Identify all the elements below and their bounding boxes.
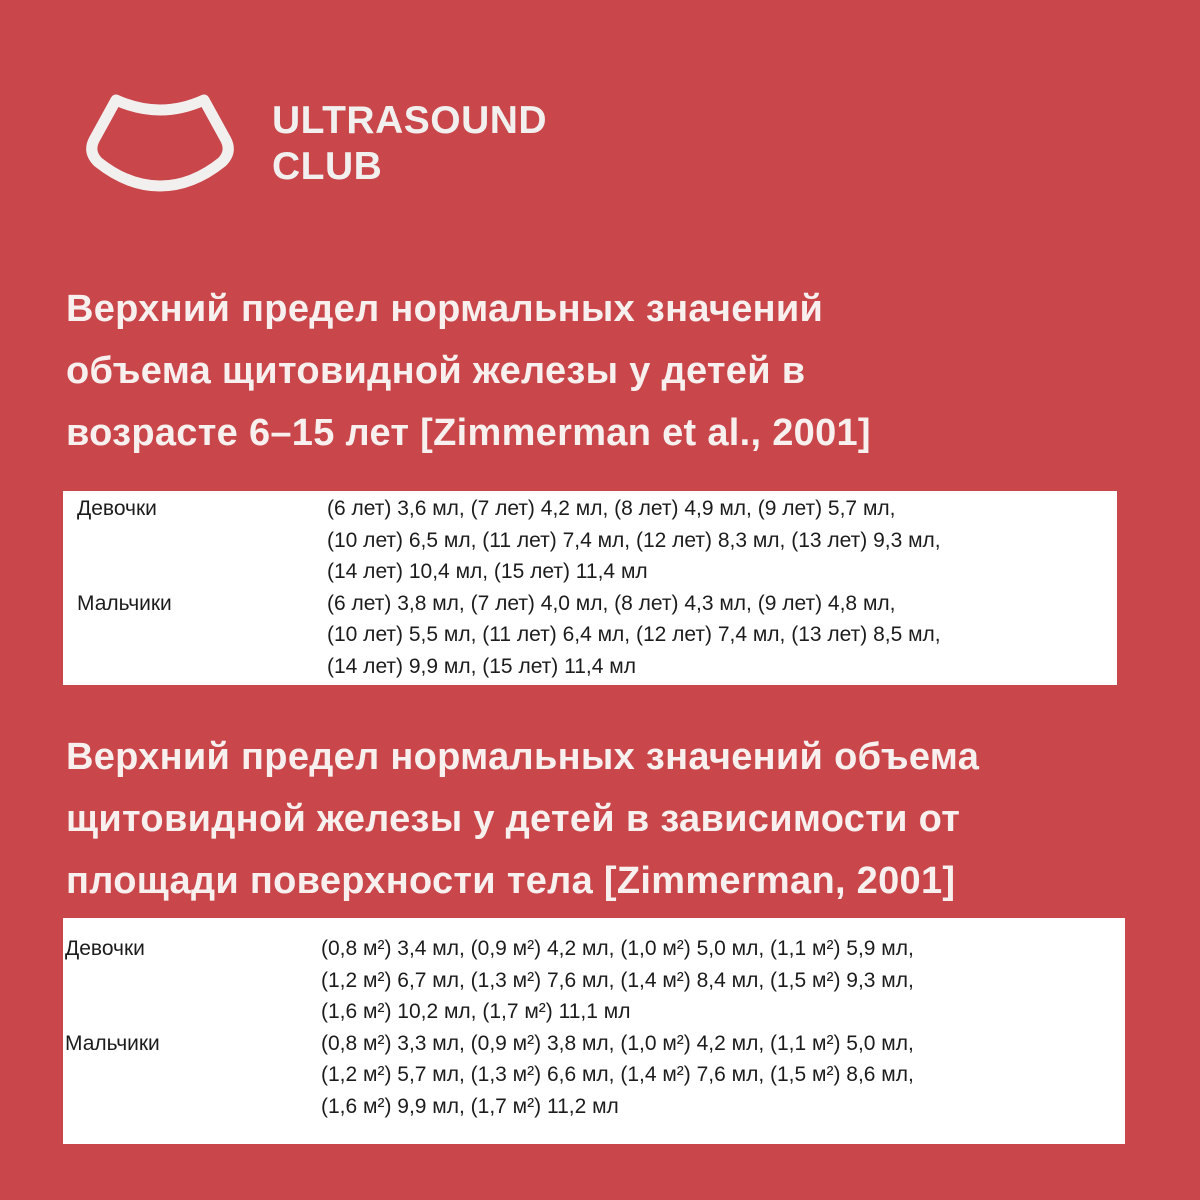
section2-title-line: площади поверхности тела [Zimmerman, 2001] [66, 860, 956, 902]
section2-title [66, 726, 979, 912]
values-line: (0,8 м²) 3,4 мл, (0,9 м²) 4,2 мл, (1,0 м²) 5,0 мл, (1,1 м²) 5,9 мл, [321, 937, 914, 960]
row-values-girls [327, 493, 1117, 588]
brand-line-1: ULTRASOUND [272, 99, 548, 142]
section1-title-line: возрасте 6–15 лет [Zimmerman et al., 2001] [66, 412, 871, 454]
age-volume-table [63, 491, 1117, 685]
brand-name [272, 98, 547, 190]
row-values-boys [321, 1028, 1125, 1123]
ultrasound-probe-icon [80, 88, 240, 198]
values-line: (0,8 м²) 3,3 мл, (0,9 м²) 3,8 мл, (1,0 м²) 4,2 мл, (1,1 м²) 5,0 мл, [321, 1031, 914, 1055]
row-values-girls [321, 933, 1125, 1028]
row-values-boys [327, 588, 1117, 683]
values-line: (10 лет) 6,5 мл, (11 лет) 7,4 мл, (12 лет) 8,3 мл, (13 лет) 9,3 мл, [327, 528, 941, 552]
values-line: (1,2 м²) 5,7 мл, (1,3 м²) 6,6 мл, (1,4 м²) 7,6 мл, (1,5 м²) 8,6 мл, [321, 1063, 914, 1086]
section1-title-line: Верхний предел нормальных значений [66, 288, 824, 330]
values-line: (1,6 м²) 10,2 мл, (1,7 м²) 11,1 мл [321, 1000, 631, 1023]
values-line: (1,2 м²) 6,7 мл, (1,3 м²) 7,6 мл, (1,4 м²) 8,4 мл, (1,5 м²) 9,3 мл, [321, 968, 914, 992]
row-label-girls: Девочки [77, 497, 157, 520]
section1-title-line: объема щитовидной железы у детей в [66, 350, 806, 392]
row-label-girls: Девочки [65, 937, 145, 960]
values-line: (6 лет) 3,6 мл, (7 лет) 4,2 мл, (8 лет) 4,9 мл, (9 лет) 5,7 мл, [327, 497, 896, 520]
values-line: (6 лет) 3,8 мл, (7 лет) 4,0 мл, (8 лет) 4,3 мл, (9 лет) 4,8 мл, [327, 591, 896, 615]
section2-title-line: щитовидной железы у детей в зависимости от [66, 798, 961, 840]
table-row [63, 588, 1117, 683]
values-line: (10 лет) 5,5 мл, (11 лет) 6,4 мл, (12 лет) 7,4 мл, (13 лет) 8,5 мл, [327, 623, 941, 646]
table-row [63, 493, 1117, 588]
section2-title-line: Верхний предел нормальных значений объема [66, 736, 980, 778]
row-label-boys: Мальчики [77, 591, 172, 615]
table-row [63, 1028, 1125, 1123]
row-label-boys: Мальчики [65, 1031, 160, 1055]
values-line: (1,6 м²) 9,9 мл, (1,7 м²) 11,2 мл [321, 1094, 619, 1118]
table-row [63, 933, 1125, 1028]
values-line: (14 лет) 9,9 мл, (15 лет) 11,4 мл [327, 654, 636, 678]
brand-line-2: CLUB [272, 145, 383, 188]
values-line: (14 лет) 10,4 мл, (15 лет) 11,4 мл [327, 560, 648, 583]
section1-title [66, 278, 871, 464]
brand-logo [80, 88, 640, 198]
body-surface-volume-table [63, 918, 1125, 1144]
